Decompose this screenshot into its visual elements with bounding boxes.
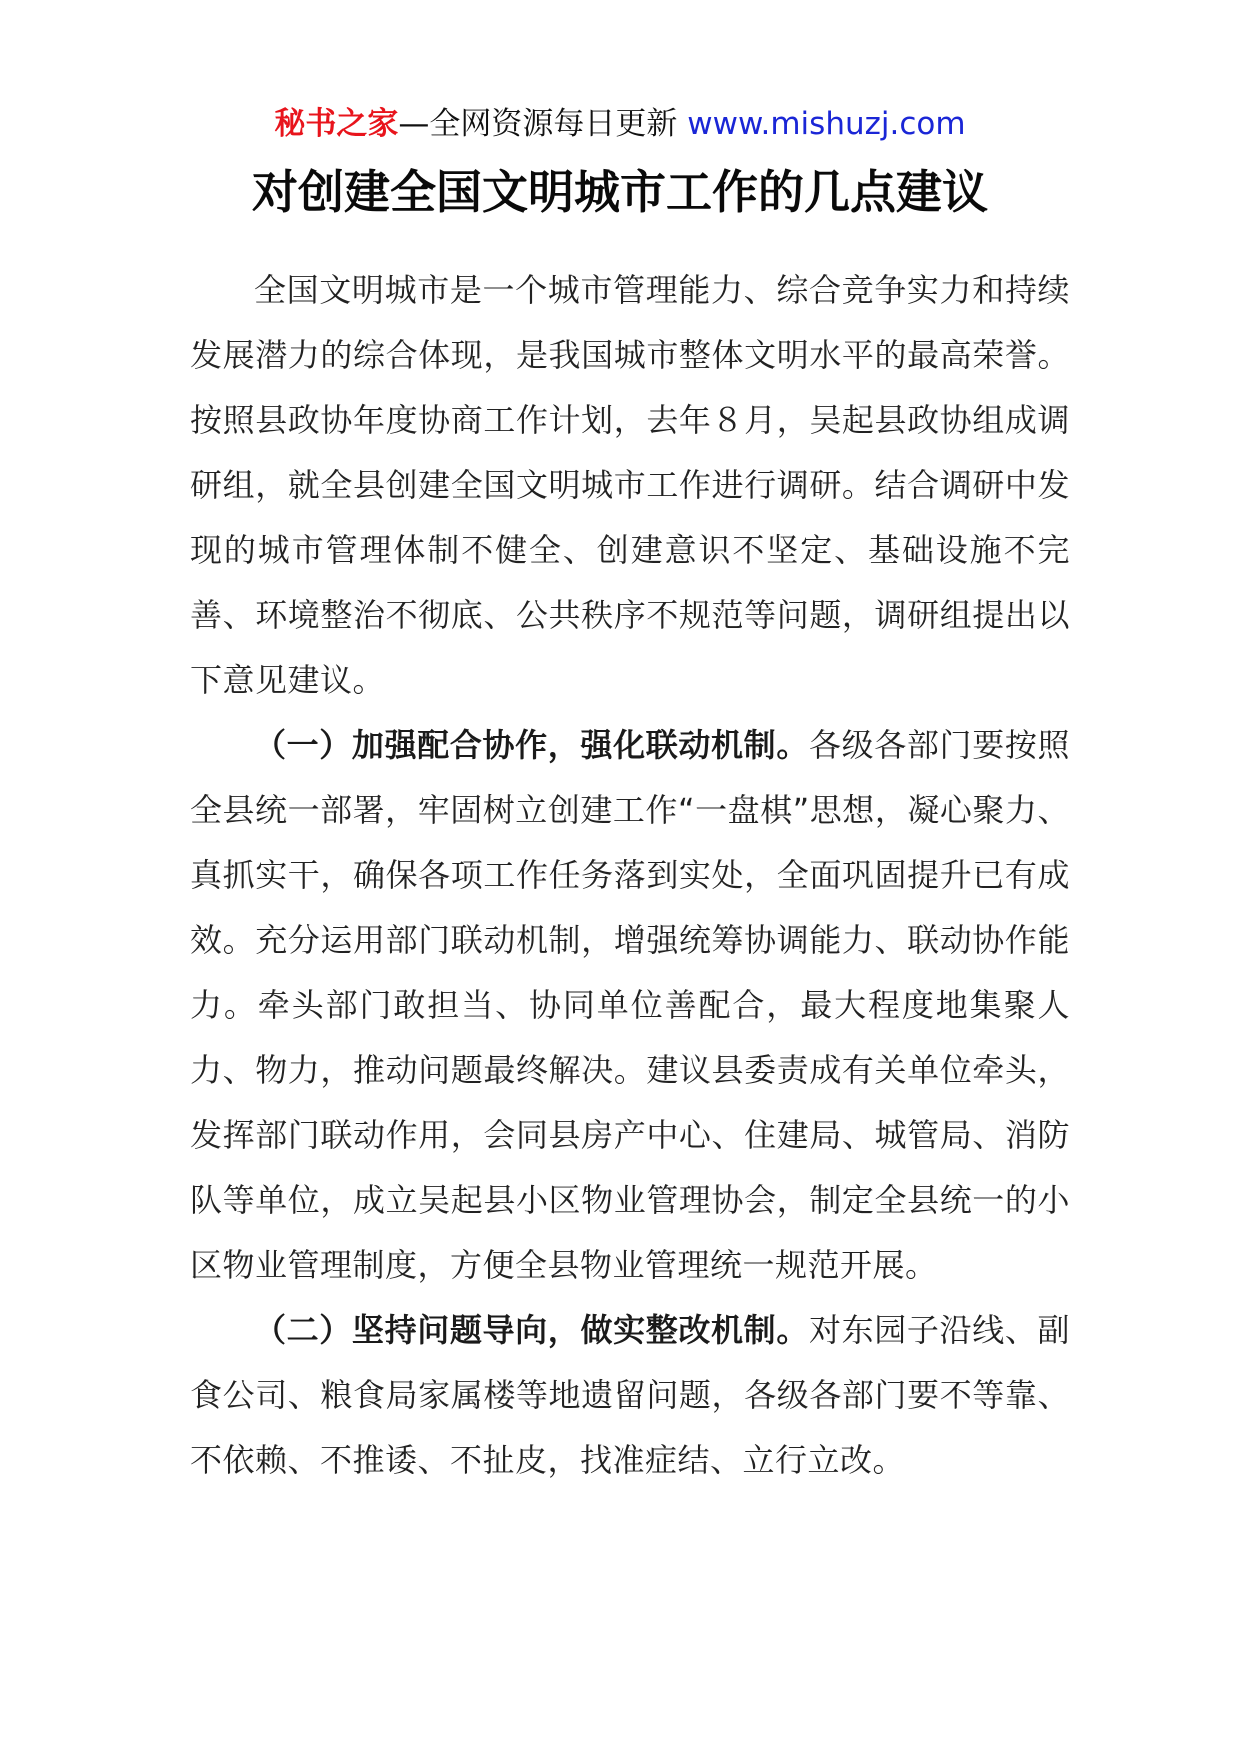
- section-heading-1: （一）加强配合协作，强化联动机制。: [254, 726, 809, 764]
- section-body-2: 对东园子沿线、副食公司、粮食局家属楼等地遗留问题，各级各部门要不等靠、不依赖、不推诿、不扯皮，找准症结、立行立改。: [190, 1311, 1070, 1479]
- section-heading-2: （二）坚持问题导向，做实整改机制。: [254, 1311, 809, 1349]
- site-slogan: —全网资源每日更新: [398, 106, 678, 142]
- section-body-1: 各级各部门要按照全县统一部署，牢固树立创建工作“一盘棋”思想，凝心聚力、真抓实干，确保各项工作任务落到实处，全面巩固提升已有成效。充分运用部门联动机制，增强统筹协调能力、联动协作能力。牵头部门敢担当、协同单位善配合，最大程度地集聚人力、物力，推动问题最终解决。建议县委责成有关单位牵头，发挥部门联动作用，会同县房产中心、住建局、城管局、消防队等单位，成立吴起县小区物业管理协会，制定全县统一的小区物业管理制度，方便全县物业管理统一规范开展。: [190, 726, 1070, 1284]
- document-title: 对创建全国文明城市工作的几点建议: [252, 165, 988, 219]
- site-url-link[interactable]: www.mishuzj.com: [687, 106, 966, 142]
- section-paragraph-2: [190, 1298, 1070, 1493]
- intro-paragraph: 全国文明城市是一个城市管理能力、综合竞争实力和持续发展潜力的综合体现，是我国城市整体文明水平的最高荣誉。按照县政协年度协商工作计划，去年８月，吴起县政协组成调研组，就全县创建全国文明城市工作进行调研。结合调研中发现的城市管理体制不健全、创建意识不坚定、基础设施不完善、环境整治不彻底、公共秩序不规范等问题，调研组提出以下意见建议。: [190, 271, 1070, 699]
- document-body: [190, 258, 1070, 1493]
- section-paragraph-1: [190, 713, 1070, 1298]
- site-header: [0, 102, 1240, 146]
- site-name: 秘书之家: [274, 106, 399, 142]
